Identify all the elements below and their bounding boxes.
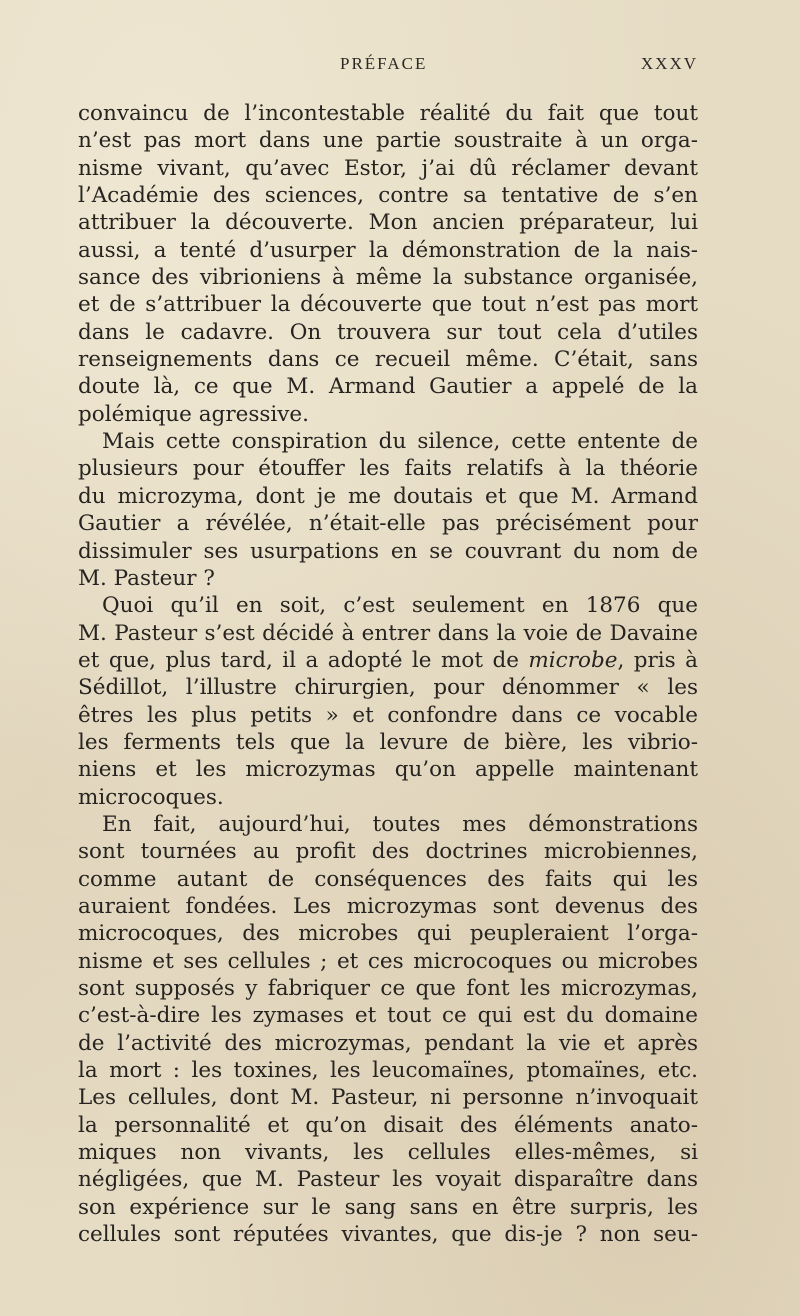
text-line: nisme vivant, qu’avec Estor, j’ai dû réclamer devant <box>78 155 698 181</box>
text-line: négligées, que M. Pasteur les voyait disparaître dans <box>78 1167 698 1193</box>
text-line: renseignements dans ce recueil même. C’était, sans <box>78 347 698 373</box>
text-line: Sédillot, l’illustre chirurgien, pour dénommer « les <box>78 675 698 701</box>
text-line: doute là, ce que M. Armand Gautier a appelé de la <box>78 374 698 400</box>
text-line: c’est-à-dire les zymases et tout ce qui est du domaine <box>78 1003 698 1029</box>
text-line: la personnalité et qu’on disait des éléments anato- <box>78 1112 698 1138</box>
text-line: du microzyma, dont je me doutais et que M. Armand <box>78 483 698 509</box>
text-line: miques non vivants, les cellules elles-mêmes, si <box>78 1140 698 1166</box>
paragraph-start-line: Mais cette conspiration du silence, cette entente de <box>102 429 698 455</box>
text-segment: , pris à <box>617 647 698 673</box>
text-line: Les cellules, dont M. Pasteur, ni personne n’invoquait <box>78 1085 698 1111</box>
text-line: niens et les microzymas qu’on appelle maintenant <box>78 757 698 783</box>
text-line: de l’activité des microzymas, pendant la vie et après <box>78 1030 698 1056</box>
text-line: les ferments tels que la levure de bière, les vibrio- <box>78 729 698 755</box>
text-line: n’est pas mort dans une partie soustraite à un orga- <box>78 128 698 154</box>
text-line: convaincu de l’incontestable réalité du fait que tout <box>78 101 698 126</box>
text-line: sont supposés y fabriquer ce que font les microzymas, <box>78 976 698 1001</box>
text-line: et de s’attribuer la découverte que tout n’est pas mort <box>78 292 698 318</box>
paragraph-start-line: Quoi qu’il en soit, c’est seulement en 1876 que <box>102 593 698 619</box>
text-line: êtres les plus petits » et confondre dans ce vocable <box>78 702 698 728</box>
text-line: microcoques, des microbes qui peupleraient l’orga- <box>78 921 698 947</box>
text-line: plusieurs pour étouffer les faits relatifs à la théorie <box>78 456 698 482</box>
text-line: aussi, a tenté d’usurper la démonstration de la nais- <box>78 237 698 263</box>
italic-word: microbe <box>528 647 618 673</box>
text-line-with-italic <box>78 647 698 674</box>
text-line: la mort : les toxines, les leucomaïnes, ptomaïnes, etc. <box>78 1058 698 1084</box>
paragraph-start-line: En fait, aujourd’hui, toutes mes démonstrations <box>102 811 698 837</box>
text-line: comme autant de conséquences des faits qui les <box>78 866 698 892</box>
text-line: nisme et ses cellules ; et ces microcoques ou microbes <box>78 948 698 974</box>
text-line: attribuer la découverte. Mon ancien préparateur, lui <box>78 210 698 236</box>
body-text <box>78 100 698 1248</box>
text-line: Gautier a révélée, n’était-elle pas précisément pour <box>78 511 698 537</box>
text-line: M. Pasteur s’est décidé à entrer dans la voie de Davaine <box>78 620 698 646</box>
text-segment: et que, plus tard, il a adopté le mot de <box>78 647 529 673</box>
page-header <box>78 54 698 78</box>
text-line: l’Académie des sciences, contre sa tentative de s’en <box>78 183 698 209</box>
text-line: dissimuler ses usurpations en se couvrant du nom de <box>78 538 698 564</box>
paragraph-end-line: polémique agressive. <box>78 401 309 427</box>
text-line: son expérience sur le sang sans en être surpris, les <box>78 1194 698 1220</box>
running-title: PRÉFACE <box>340 54 428 73</box>
text-line: sance des vibrioniens à même la substance organisée, <box>78 265 698 291</box>
text-line: cellules sont réputées vivantes, que dis-je ? non seu- <box>78 1222 698 1248</box>
page-number: XXXV <box>640 54 698 73</box>
paragraph-end-line: M. Pasteur ? <box>78 565 215 591</box>
text-line: dans le cadavre. On trouvera sur tout cela d’utiles <box>78 319 698 345</box>
text-line: sont tournées au profit des doctrines microbiennes, <box>78 839 698 865</box>
text-line: auraient fondées. Les microzymas sont devenus des <box>78 893 698 919</box>
paragraph-end-line: microcoques. <box>78 784 224 810</box>
